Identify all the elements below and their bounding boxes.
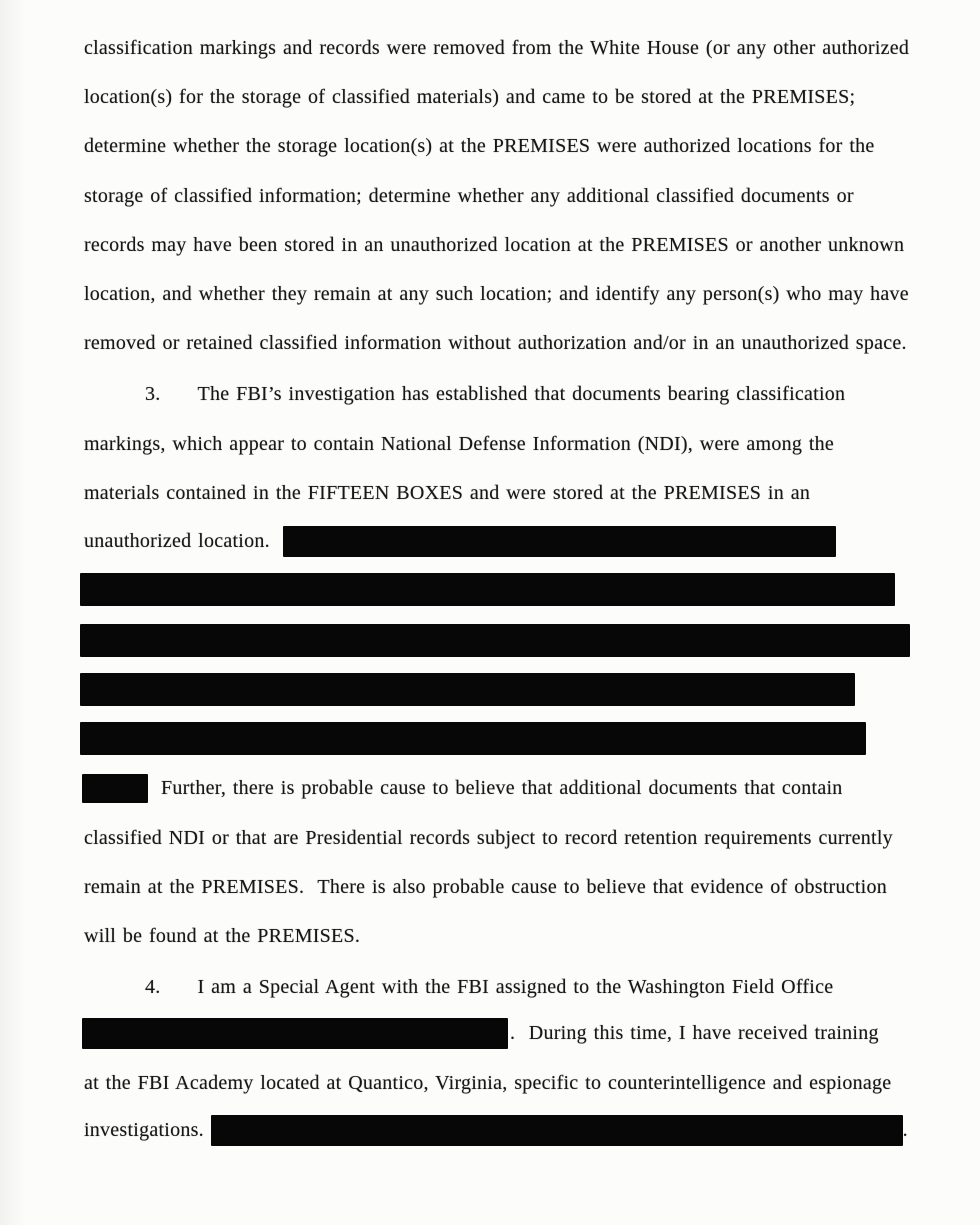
paragraph-4-first-line xyxy=(84,969,833,1005)
paragraph-number: 4. xyxy=(145,975,161,998)
redaction-line xyxy=(80,671,855,707)
text-line: materials contained in the FIFTEEN BOXES and were stored at the PREMISES in an xyxy=(84,481,811,504)
redaction-line xyxy=(80,720,866,756)
redaction-bar xyxy=(80,722,866,755)
redaction-bar xyxy=(80,624,910,657)
paragraph-3-first-line xyxy=(84,376,845,412)
redaction-bar xyxy=(82,774,148,803)
line-text: . During this time, I have received training xyxy=(510,1021,879,1044)
redaction-line xyxy=(80,571,895,607)
text-line: classification markings and records were removed from the White House (or any other authorized xyxy=(84,36,910,59)
text-line-with-redaction xyxy=(84,523,836,559)
redaction-bar xyxy=(82,1018,508,1049)
text-line: removed or retained classified information without authorization and/or in an unauthorized space. xyxy=(84,331,907,354)
text-line: remain at the PREMISES. There is also probable cause to believe that evidence of obstruction xyxy=(84,875,887,898)
paragraph-number: 3. xyxy=(145,382,161,405)
line-text: investigations. xyxy=(84,1118,211,1141)
text-line: storage of classified information; determine whether any additional classified documents or xyxy=(84,184,854,207)
text-line: determine whether the storage location(s) at the PREMISES were authorized locations for the xyxy=(84,134,875,157)
text-line: at the FBI Academy located at Quantico, Virginia, specific to counterintelligence and espionage xyxy=(84,1071,892,1094)
redaction-bar xyxy=(80,573,895,606)
redaction-line xyxy=(80,622,910,658)
text-line: location, and whether they remain at any such location; and identify any person(s) who may have xyxy=(84,282,909,305)
redaction-bar xyxy=(80,673,855,706)
line-suffix: . xyxy=(902,1118,908,1141)
redaction-bar xyxy=(211,1115,903,1146)
redaction-bar xyxy=(283,526,836,557)
text-line: markings, which appear to contain National Defense Information (NDI), were among the xyxy=(84,432,835,455)
text-line: will be found at the PREMISES. xyxy=(84,924,361,947)
paragraph-text: I am a Special Agent with the FBI assigned to the Washington Field Office xyxy=(197,975,834,998)
line-text: unauthorized location. xyxy=(84,529,270,552)
line-text: Further, there is probable cause to believe that additional documents that contain xyxy=(161,776,843,799)
text-line: classified NDI or that are Presidential records subject to record retention requirements currently xyxy=(84,826,893,849)
text-line: location(s) for the storage of classified materials) and came to be stored at the PREMISES; xyxy=(84,85,856,108)
redaction-then-text-line xyxy=(82,1015,879,1051)
text-redaction-text-line xyxy=(84,1112,908,1148)
paragraph-text: The FBI’s investigation has established that documents bearing classification xyxy=(197,382,846,405)
text-line: records may have been stored in an unauthorized location at the PREMISES or another unknown xyxy=(84,233,905,256)
redaction-then-text-line xyxy=(82,770,843,806)
